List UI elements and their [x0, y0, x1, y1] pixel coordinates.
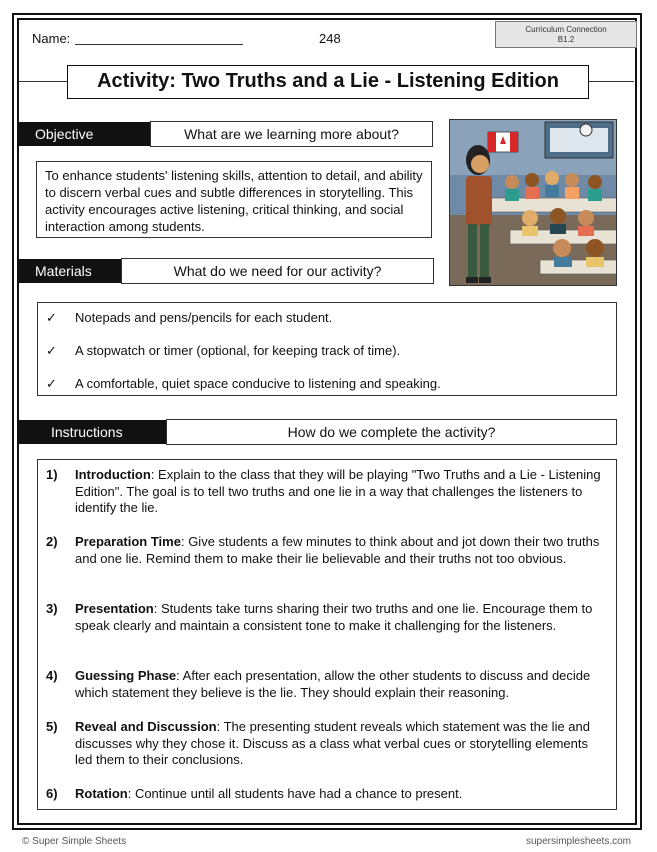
check-icon: ✓: [46, 376, 57, 391]
objective-question: What are we learning more about?: [150, 121, 433, 147]
step-title: Guessing Phase: [75, 668, 177, 683]
objective-text: To enhance students' listening skills, attention to detail, and ability to discern verbal cues and subtle differences in storytelling. This activity encourages active listening, critical thinking, and social interaction among students.: [36, 161, 432, 238]
footer-copyright: © Super Simple Sheets: [22, 836, 127, 847]
instructions-question: How do we complete the activity?: [166, 419, 617, 445]
curriculum-connection-box: [495, 21, 637, 48]
step-body: : After each presentation, allow the other students to discuss and decide which statement they believe is the lie. They should explain their reasoning.: [75, 668, 591, 700]
page-title: Activity: Two Truths and a Lie - Listening Edition: [67, 65, 589, 99]
check-icon: ✓: [46, 343, 57, 358]
name-field-line[interactable]: [75, 44, 243, 45]
curriculum-code: B1.2: [557, 35, 575, 44]
step-number: 2): [46, 534, 58, 549]
curriculum-title: Curriculum Connection: [525, 25, 607, 34]
step-body: : The presenting student reveals which statement was the lie and discusses why they chose it. Discuss as a class what verbal cues or storytelling elements led them to their conclusions.: [75, 719, 590, 767]
footer-website-link[interactable]: supersimplesheets.com: [525, 836, 631, 847]
name-label: Name:: [32, 31, 71, 46]
materials-list: [37, 302, 617, 396]
check-icon: ✓: [46, 310, 57, 325]
step-title: Preparation Time: [75, 534, 181, 549]
material-text: Notepads and pens/pencils for each student.: [75, 310, 333, 325]
step-title: Rotation: [75, 786, 128, 801]
classroom-illustration: [449, 119, 617, 286]
step-title: Presentation: [75, 601, 154, 616]
step-number: 1): [46, 467, 58, 482]
materials-label: Materials: [19, 259, 122, 283]
step-number: 4): [46, 668, 58, 683]
materials-question: What do we need for our activity?: [121, 258, 434, 284]
step-body: : Give students a few minutes to think about and jot down their two truths and one lie. Remind them to make their lie believable and their truths not too obvious.: [75, 534, 600, 566]
step-body: : Continue until all students have had a chance to present.: [127, 786, 463, 801]
step-body: : Explain to the class that they will be playing "Two Truths and a Lie - Listening Edition". The goal is to tell two truths and one lie in a way that challenges the listeners to identify the lie.: [75, 467, 601, 515]
material-text: A comfortable, quiet space conducive to listening and speaking.: [75, 376, 441, 391]
step-title: Reveal and Discussion: [75, 719, 217, 734]
step-number: 6): [46, 786, 58, 801]
step-number: 3): [46, 601, 58, 616]
step-title: Introduction: [75, 467, 151, 482]
step-number: 5): [46, 719, 58, 734]
instructions-list: [37, 459, 617, 810]
step-body: : Students take turns sharing their two truths and one lie. Encourage them to speak clearly and maintain a consistent tone to make it challenging for the listeners.: [75, 601, 593, 633]
objective-label: Objective: [19, 122, 151, 146]
page-number: 248: [319, 31, 341, 46]
material-text: A stopwatch or timer (optional, for keeping track of time).: [75, 343, 401, 358]
instructions-label: Instructions: [19, 420, 167, 444]
